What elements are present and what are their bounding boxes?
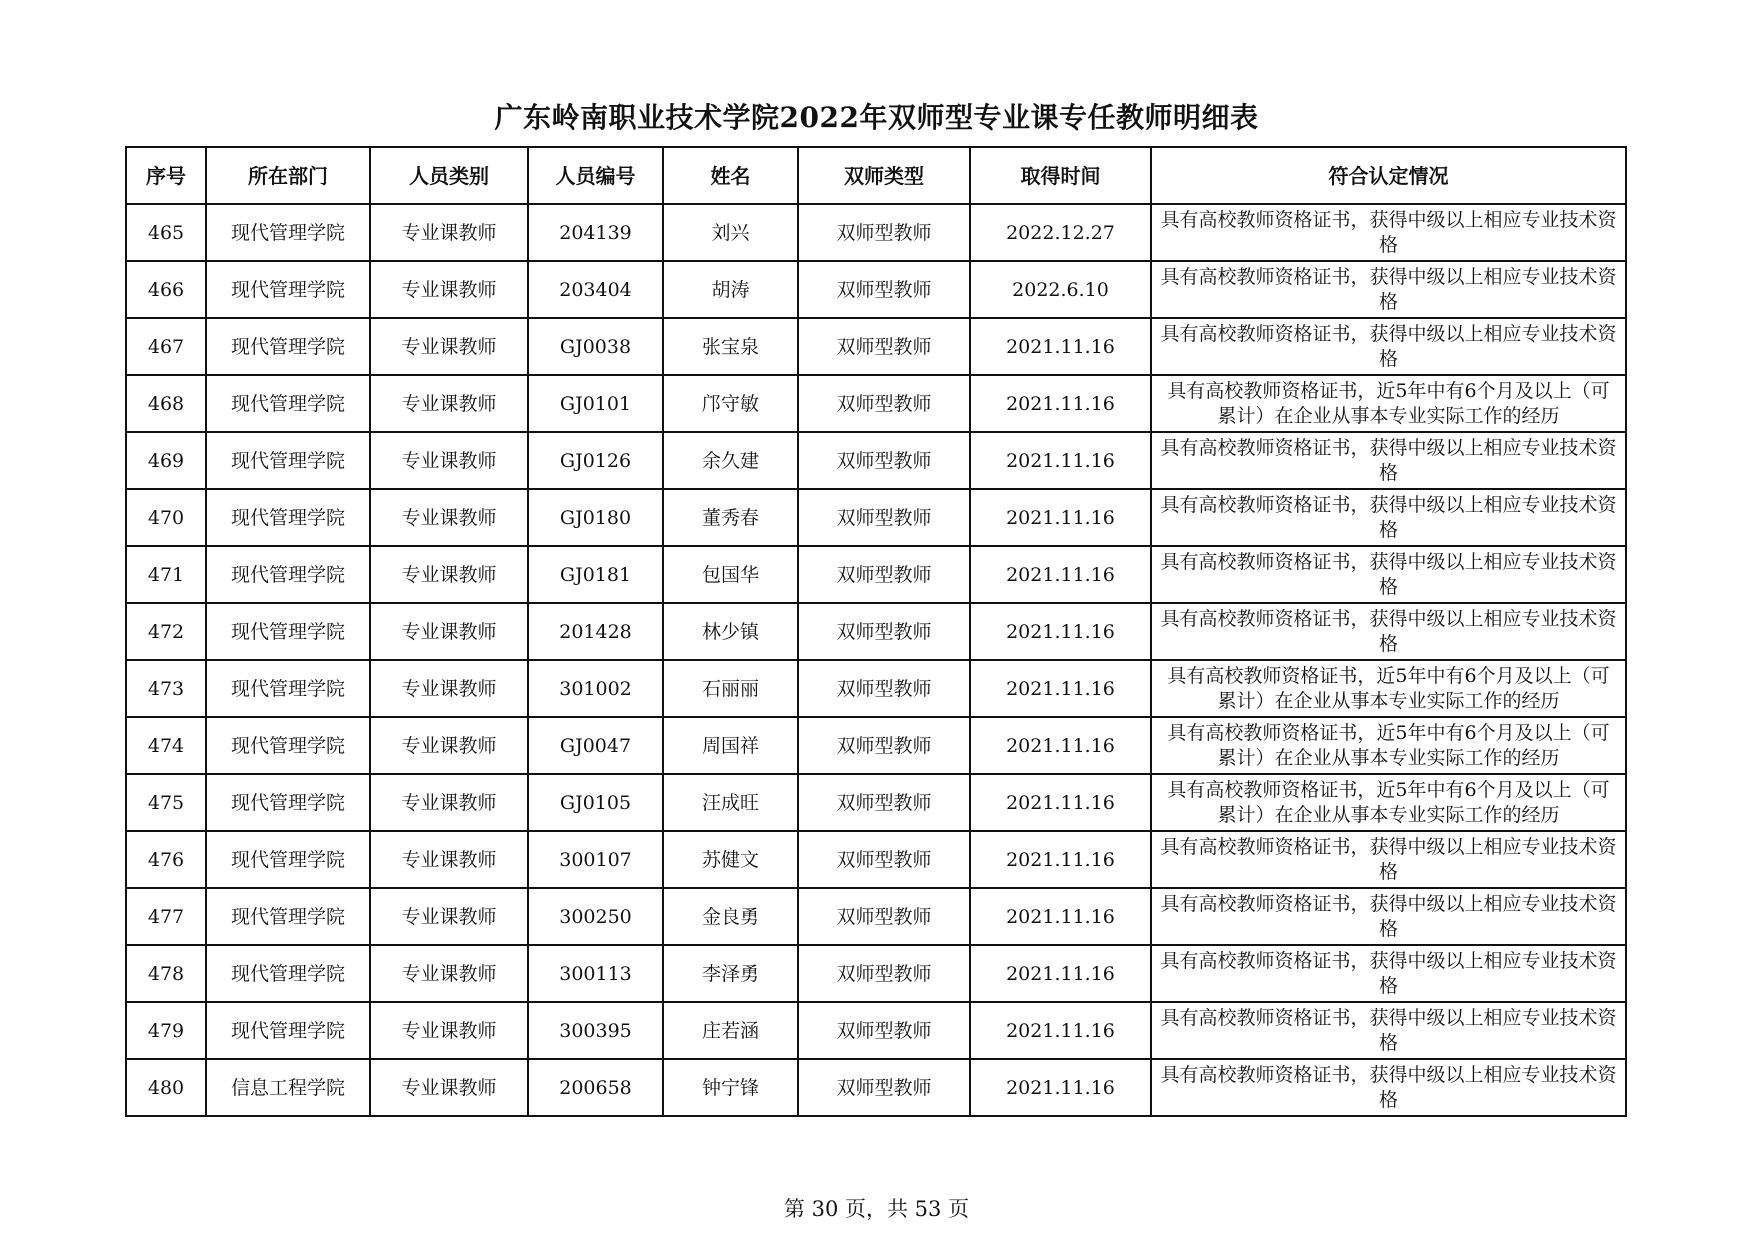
- qualification-cell: 具有高校教师资格证书，近5年中有6个月及以上（可累计）在企业从事本专业实际工作的经历: [1151, 717, 1626, 774]
- name-cell: 苏健文: [663, 831, 798, 888]
- date-cell: 2022.6.10: [970, 261, 1151, 318]
- date-cell: 2021.11.16: [970, 831, 1151, 888]
- table-row: [126, 375, 1626, 432]
- staff-id-cell: GJ0180: [528, 489, 663, 546]
- staff-id-cell: 300113: [528, 945, 663, 1002]
- name-cell: 余久建: [663, 432, 798, 489]
- department-cell: 现代管理学院: [206, 489, 370, 546]
- type-cell: 双师型教师: [798, 546, 970, 603]
- table-row: [126, 831, 1626, 888]
- serial-cell: 465: [126, 204, 206, 261]
- staff-id-cell: GJ0126: [528, 432, 663, 489]
- staff-id-cell: 300395: [528, 1002, 663, 1059]
- category-cell: 专业课教师: [370, 1059, 528, 1116]
- staff-id-cell: 301002: [528, 660, 663, 717]
- date-cell: 2021.11.16: [970, 888, 1151, 945]
- category-cell: 专业课教师: [370, 432, 528, 489]
- serial-cell: 475: [126, 774, 206, 831]
- name-cell: 刘兴: [663, 204, 798, 261]
- table-header-row: [126, 147, 1626, 204]
- name-cell: 邝守敏: [663, 375, 798, 432]
- table-row: [126, 1002, 1626, 1059]
- qualification-cell: 具有高校教师资格证书，获得中级以上相应专业技术资格: [1151, 432, 1626, 489]
- serial-cell: 467: [126, 318, 206, 375]
- category-cell: 专业课教师: [370, 660, 528, 717]
- category-cell: 专业课教师: [370, 603, 528, 660]
- name-cell: 张宝泉: [663, 318, 798, 375]
- qualification-cell: 具有高校教师资格证书，获得中级以上相应专业技术资格: [1151, 831, 1626, 888]
- category-cell: 专业课教师: [370, 945, 528, 1002]
- date-cell: 2021.11.16: [970, 717, 1151, 774]
- name-cell: 钟宁锋: [663, 1059, 798, 1116]
- staff-id-cell: GJ0181: [528, 546, 663, 603]
- serial-cell: 470: [126, 489, 206, 546]
- department-cell: 现代管理学院: [206, 717, 370, 774]
- serial-cell: 476: [126, 831, 206, 888]
- name-cell: 胡涛: [663, 261, 798, 318]
- category-cell: 专业课教师: [370, 774, 528, 831]
- staff-id-cell: 204139: [528, 204, 663, 261]
- type-cell: 双师型教师: [798, 204, 970, 261]
- serial-cell: 472: [126, 603, 206, 660]
- category-cell: 专业课教师: [370, 261, 528, 318]
- date-cell: 2021.11.16: [970, 489, 1151, 546]
- table-row: [126, 318, 1626, 375]
- name-cell: 周国祥: [663, 717, 798, 774]
- staff-id-cell: GJ0047: [528, 717, 663, 774]
- table-row: [126, 1059, 1626, 1116]
- header-cell: 所在部门: [206, 147, 370, 204]
- category-cell: 专业课教师: [370, 831, 528, 888]
- table-row: [126, 717, 1626, 774]
- table-row: [126, 489, 1626, 546]
- table-row: [126, 660, 1626, 717]
- serial-cell: 471: [126, 546, 206, 603]
- table-body: [126, 204, 1626, 1116]
- category-cell: 专业课教师: [370, 318, 528, 375]
- serial-cell: 479: [126, 1002, 206, 1059]
- department-cell: 现代管理学院: [206, 261, 370, 318]
- qualification-cell: 具有高校教师资格证书，近5年中有6个月及以上（可累计）在企业从事本专业实际工作的经历: [1151, 375, 1626, 432]
- name-cell: 李泽勇: [663, 945, 798, 1002]
- serial-cell: 474: [126, 717, 206, 774]
- department-cell: 现代管理学院: [206, 603, 370, 660]
- table-row: [126, 432, 1626, 489]
- table-row: [126, 603, 1626, 660]
- table-row: [126, 774, 1626, 831]
- date-cell: 2021.11.16: [970, 660, 1151, 717]
- qualification-cell: 具有高校教师资格证书，获得中级以上相应专业技术资格: [1151, 318, 1626, 375]
- qualification-cell: 具有高校教师资格证书，获得中级以上相应专业技术资格: [1151, 261, 1626, 318]
- table-row: [126, 888, 1626, 945]
- qualification-cell: 具有高校教师资格证书，获得中级以上相应专业技术资格: [1151, 204, 1626, 261]
- page-title: 广东岭南职业技术学院2022年双师型专业课专任教师明细表: [494, 101, 1259, 134]
- name-cell: 林少镇: [663, 603, 798, 660]
- date-cell: 2021.11.16: [970, 945, 1151, 1002]
- header-cell: 符合认定情况: [1151, 147, 1626, 204]
- qualification-cell: 具有高校教师资格证书，近5年中有6个月及以上（可累计）在企业从事本专业实际工作的经历: [1151, 774, 1626, 831]
- table-row: [126, 945, 1626, 1002]
- department-cell: 现代管理学院: [206, 888, 370, 945]
- type-cell: 双师型教师: [798, 831, 970, 888]
- staff-id-cell: GJ0101: [528, 375, 663, 432]
- qualification-cell: 具有高校教师资格证书，获得中级以上相应专业技术资格: [1151, 1059, 1626, 1116]
- qualification-cell: 具有高校教师资格证书，近5年中有6个月及以上（可累计）在企业从事本专业实际工作的经历: [1151, 660, 1626, 717]
- table-row: [126, 261, 1626, 318]
- page-footer: 第 30 页，共 53 页: [783, 1197, 970, 1221]
- department-cell: 现代管理学院: [206, 945, 370, 1002]
- category-cell: 专业课教师: [370, 1002, 528, 1059]
- category-cell: 专业课教师: [370, 489, 528, 546]
- department-cell: 现代管理学院: [206, 831, 370, 888]
- type-cell: 双师型教师: [798, 432, 970, 489]
- name-cell: 汪成旺: [663, 774, 798, 831]
- name-cell: 包国华: [663, 546, 798, 603]
- header-cell: 取得时间: [970, 147, 1151, 204]
- type-cell: 双师型教师: [798, 717, 970, 774]
- date-cell: 2021.11.16: [970, 375, 1151, 432]
- type-cell: 双师型教师: [798, 603, 970, 660]
- header-cell: 双师类型: [798, 147, 970, 204]
- department-cell: 现代管理学院: [206, 660, 370, 717]
- serial-cell: 469: [126, 432, 206, 489]
- qualification-cell: 具有高校教师资格证书，获得中级以上相应专业技术资格: [1151, 1002, 1626, 1059]
- type-cell: 双师型教师: [798, 375, 970, 432]
- category-cell: 专业课教师: [370, 546, 528, 603]
- department-cell: 现代管理学院: [206, 318, 370, 375]
- qualification-cell: 具有高校教师资格证书，获得中级以上相应专业技术资格: [1151, 489, 1626, 546]
- date-cell: 2021.11.16: [970, 774, 1151, 831]
- header-cell: 序号: [126, 147, 206, 204]
- staff-id-cell: 300250: [528, 888, 663, 945]
- name-cell: 董秀春: [663, 489, 798, 546]
- table-row: [126, 546, 1626, 603]
- department-cell: 现代管理学院: [206, 774, 370, 831]
- table-row: [126, 204, 1626, 261]
- serial-cell: 480: [126, 1059, 206, 1116]
- serial-cell: 473: [126, 660, 206, 717]
- staff-id-cell: 201428: [528, 603, 663, 660]
- date-cell: 2021.11.16: [970, 432, 1151, 489]
- type-cell: 双师型教师: [798, 1002, 970, 1059]
- date-cell: 2021.11.16: [970, 546, 1151, 603]
- type-cell: 双师型教师: [798, 261, 970, 318]
- staff-id-cell: 300107: [528, 831, 663, 888]
- date-cell: 2021.11.16: [970, 318, 1151, 375]
- qualification-cell: 具有高校教师资格证书，获得中级以上相应专业技术资格: [1151, 945, 1626, 1002]
- qualification-cell: 具有高校教师资格证书，获得中级以上相应专业技术资格: [1151, 888, 1626, 945]
- staff-id-cell: GJ0038: [528, 318, 663, 375]
- category-cell: 专业课教师: [370, 375, 528, 432]
- date-cell: 2021.11.16: [970, 1059, 1151, 1116]
- staff-id-cell: GJ0105: [528, 774, 663, 831]
- header-cell: 姓名: [663, 147, 798, 204]
- category-cell: 专业课教师: [370, 717, 528, 774]
- header-cell: 人员类别: [370, 147, 528, 204]
- name-cell: 石丽丽: [663, 660, 798, 717]
- staff-id-cell: 203404: [528, 261, 663, 318]
- type-cell: 双师型教师: [798, 888, 970, 945]
- department-cell: 现代管理学院: [206, 204, 370, 261]
- teacher-table: [125, 146, 1627, 1117]
- qualification-cell: 具有高校教师资格证书，获得中级以上相应专业技术资格: [1151, 603, 1626, 660]
- qualification-cell: 具有高校教师资格证书，获得中级以上相应专业技术资格: [1151, 546, 1626, 603]
- department-cell: 现代管理学院: [206, 546, 370, 603]
- header-cell: 人员编号: [528, 147, 663, 204]
- serial-cell: 477: [126, 888, 206, 945]
- date-cell: 2022.12.27: [970, 204, 1151, 261]
- date-cell: 2021.11.16: [970, 603, 1151, 660]
- type-cell: 双师型教师: [798, 774, 970, 831]
- category-cell: 专业课教师: [370, 204, 528, 261]
- type-cell: 双师型教师: [798, 660, 970, 717]
- department-cell: 现代管理学院: [206, 1002, 370, 1059]
- department-cell: 现代管理学院: [206, 432, 370, 489]
- type-cell: 双师型教师: [798, 1059, 970, 1116]
- department-cell: 信息工程学院: [206, 1059, 370, 1116]
- name-cell: 金良勇: [663, 888, 798, 945]
- staff-id-cell: 200658: [528, 1059, 663, 1116]
- date-cell: 2021.11.16: [970, 1002, 1151, 1059]
- serial-cell: 468: [126, 375, 206, 432]
- department-cell: 现代管理学院: [206, 375, 370, 432]
- type-cell: 双师型教师: [798, 945, 970, 1002]
- serial-cell: 478: [126, 945, 206, 1002]
- type-cell: 双师型教师: [798, 489, 970, 546]
- type-cell: 双师型教师: [798, 318, 970, 375]
- serial-cell: 466: [126, 261, 206, 318]
- name-cell: 庄若涵: [663, 1002, 798, 1059]
- category-cell: 专业课教师: [370, 888, 528, 945]
